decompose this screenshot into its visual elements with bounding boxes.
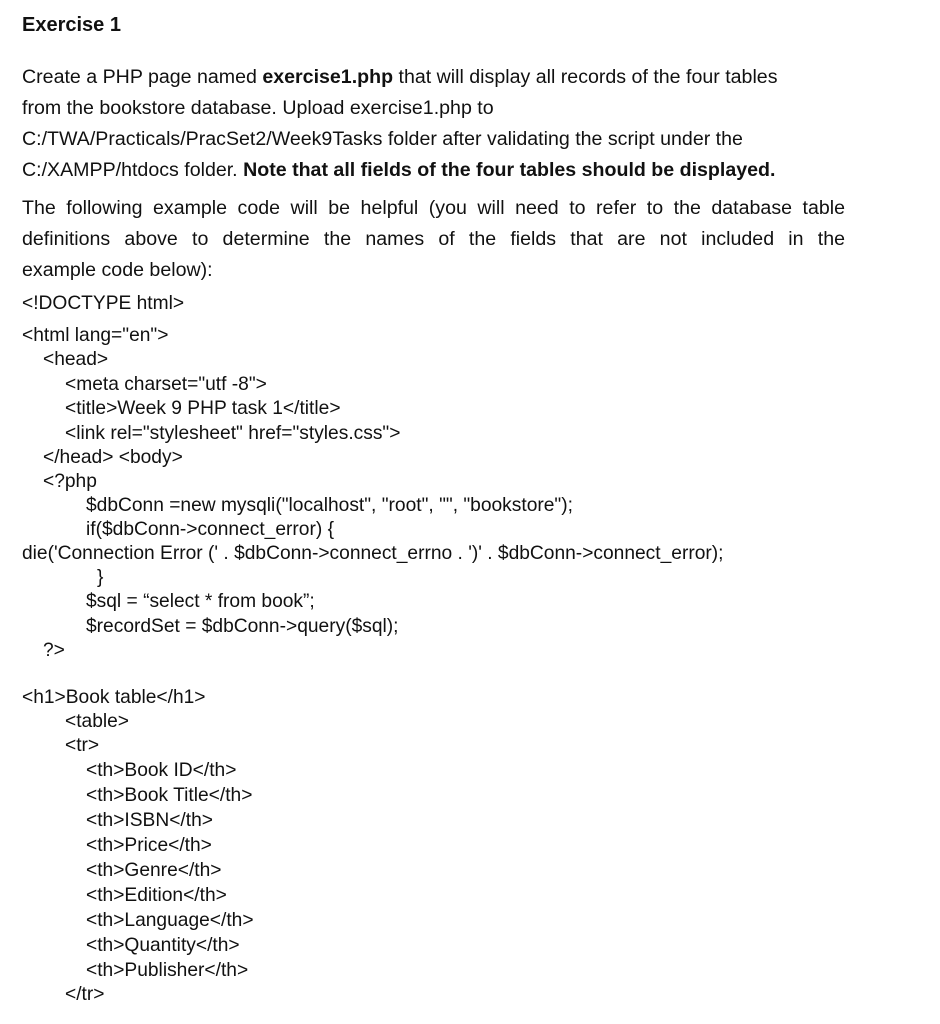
code-line: die('Connection Error (' . $dbConn->connect_errno . ')' . $dbConn->connect_error);	[22, 543, 724, 564]
code-line: <th>Book Title</th>	[86, 785, 253, 806]
code-line: $sql = “select * from book”;	[86, 591, 315, 612]
code-line: <th>ISBN</th>	[86, 810, 213, 831]
exercise-heading: Exercise 1	[22, 14, 121, 36]
important-note: Note that all fields of the four tables should be displayed.	[243, 159, 776, 181]
code-line: <link rel="stylesheet" href="styles.css">	[65, 423, 401, 444]
code-line: <title>Week 9 PHP task 1</title>	[65, 398, 341, 419]
code-line: </tr>	[65, 984, 105, 1005]
code-line: <th>Book ID</th>	[86, 760, 237, 781]
code-line: <tr>	[65, 735, 100, 756]
intro-text: C:/XAMPP/htdocs folder.	[22, 159, 244, 181]
code-line: <th>Language</th>	[86, 910, 254, 931]
code-line: <th>Publisher</th>	[86, 960, 249, 981]
code-line: <html lang="en">	[22, 325, 169, 346]
helper-line-2: definitions above to determine the names of the fields that are not included in the	[22, 228, 845, 250]
intro-line-3: C:/TWA/Practicals/PracSet2/Week9Tasks folder after validating the script under the	[22, 128, 743, 150]
code-line: <th>Price</th>	[86, 835, 212, 856]
code-line: if($dbConn->connect_error) {	[86, 519, 334, 540]
code-line: <meta charset="utf -8">	[65, 374, 267, 395]
intro-line-1	[22, 65, 778, 89]
code-line: <th>Edition</th>	[86, 885, 227, 906]
code-line: <th>Quantity</th>	[86, 935, 240, 956]
code-line: <head>	[43, 349, 109, 370]
code-line: <?php	[43, 471, 97, 492]
code-line: <th>Genre</th>	[86, 860, 222, 881]
code-line: </head> <body>	[43, 447, 183, 468]
helper-line-3: example code below):	[22, 259, 213, 281]
intro-text: Create a PHP page named	[22, 66, 263, 88]
code-line: }	[97, 567, 104, 588]
helper-line-1: The following example code will be helpful (you will need to refer to the database table	[22, 197, 845, 219]
code-line: ?>	[43, 640, 65, 661]
code-line: $recordSet = $dbConn->query($sql);	[86, 616, 399, 637]
filename-emphasis: exercise1.php	[262, 66, 394, 88]
intro-line-2: from the bookstore database. Upload exercise1.php to	[22, 97, 494, 119]
code-line: $dbConn =new mysqli("localhost", "root", "", "bookstore");	[86, 495, 573, 516]
intro-line-4	[22, 158, 775, 182]
code-line: <table>	[65, 711, 130, 732]
code-line: <!DOCTYPE html>	[22, 293, 185, 314]
code-line: <h1>Book table</h1>	[22, 687, 206, 708]
intro-text: that will display all records of the four tables	[393, 66, 778, 88]
